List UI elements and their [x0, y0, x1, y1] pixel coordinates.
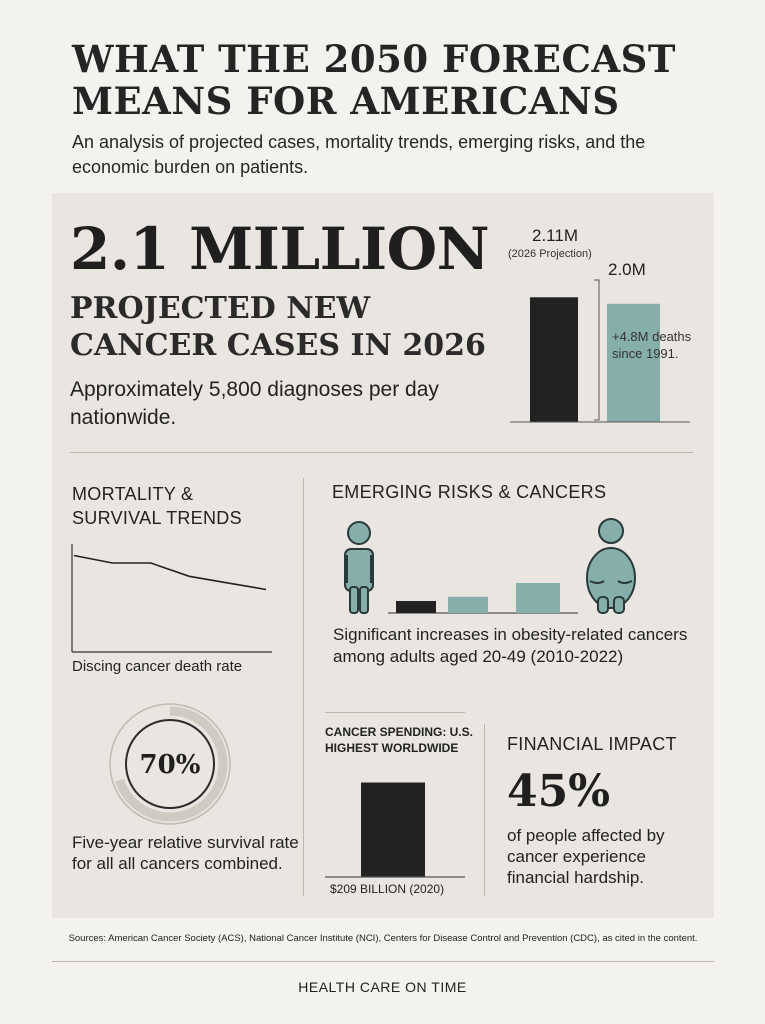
page-title: WHAT THE 2050 FORECAST MEANS FOR AMERICANS [72, 37, 676, 123]
survival-donut [103, 700, 238, 828]
death-rate-line-chart [66, 540, 276, 658]
mortality-heading: MORTALITY & SURVIVAL TRENDS [72, 484, 242, 528]
risks-heading: EMERGING RISKS & CANCERS [332, 482, 607, 502]
spending-bar-chart [325, 773, 465, 879]
obesity-risk-graphic [328, 515, 638, 625]
sources-note: Sources: American Cancer Society (ACS), National Cancer Institute (NCI), Centers for Disease Control and Prevention (CDC), as cited in the content. [68, 933, 698, 944]
financial-description: of people affected by cancer experience financial hardship. [507, 826, 665, 887]
chart-caption: Discing cancer death rate [72, 658, 243, 675]
hero-number: 2.1 MILLION [70, 215, 490, 283]
financial-heading: FINANCIAL IMPACT [507, 734, 677, 754]
page-subtitle: An analysis of projected cases, mortality trends, emerging risks, and the economic burden on patients. [72, 132, 646, 177]
cases-bar-chart [490, 215, 705, 430]
spending-heading: CANCER SPENDING: U.S. HIGHEST WORLDWIDE [325, 725, 474, 755]
bar [530, 297, 578, 422]
person-slim-icon [345, 522, 373, 613]
bracket-note-line: since 1991. [612, 346, 679, 361]
bar-note-label: (2026 Projection) [508, 248, 592, 260]
section-divider [70, 452, 693, 453]
bar-value-label: 2.0M [608, 260, 646, 279]
hero-description: Approximately 5,800 diagnoses per day nationwide. [70, 378, 439, 429]
bar [448, 597, 488, 613]
bracket-note-line: +4.8M deaths [612, 329, 692, 344]
survival-description: Five-year relative survival rate for all all cancers combined. [72, 833, 299, 873]
bracket [594, 280, 599, 420]
person-obese-icon [587, 519, 635, 613]
financial-value: 45% [507, 766, 611, 817]
hero-label: PROJECTED NEW CANCER CASES IN 2026 [70, 291, 486, 363]
footer-divider [52, 961, 714, 962]
series-line [74, 556, 266, 590]
bar-value-label: 2.11M [532, 226, 578, 245]
bar [396, 601, 436, 613]
bar [516, 583, 560, 613]
spending-value: $209 BILLION (2020) [330, 882, 445, 896]
survival-value: 70% [139, 750, 201, 780]
bar [361, 782, 425, 877]
column-divider [303, 478, 304, 896]
bar [607, 304, 660, 422]
footer-brand: HEALTH CARE ON TIME [298, 979, 467, 995]
risks-description: Significant increases in obesity-related cancers among adults aged 20-49 (2010-2022) [333, 625, 688, 666]
section-divider [325, 712, 465, 713]
